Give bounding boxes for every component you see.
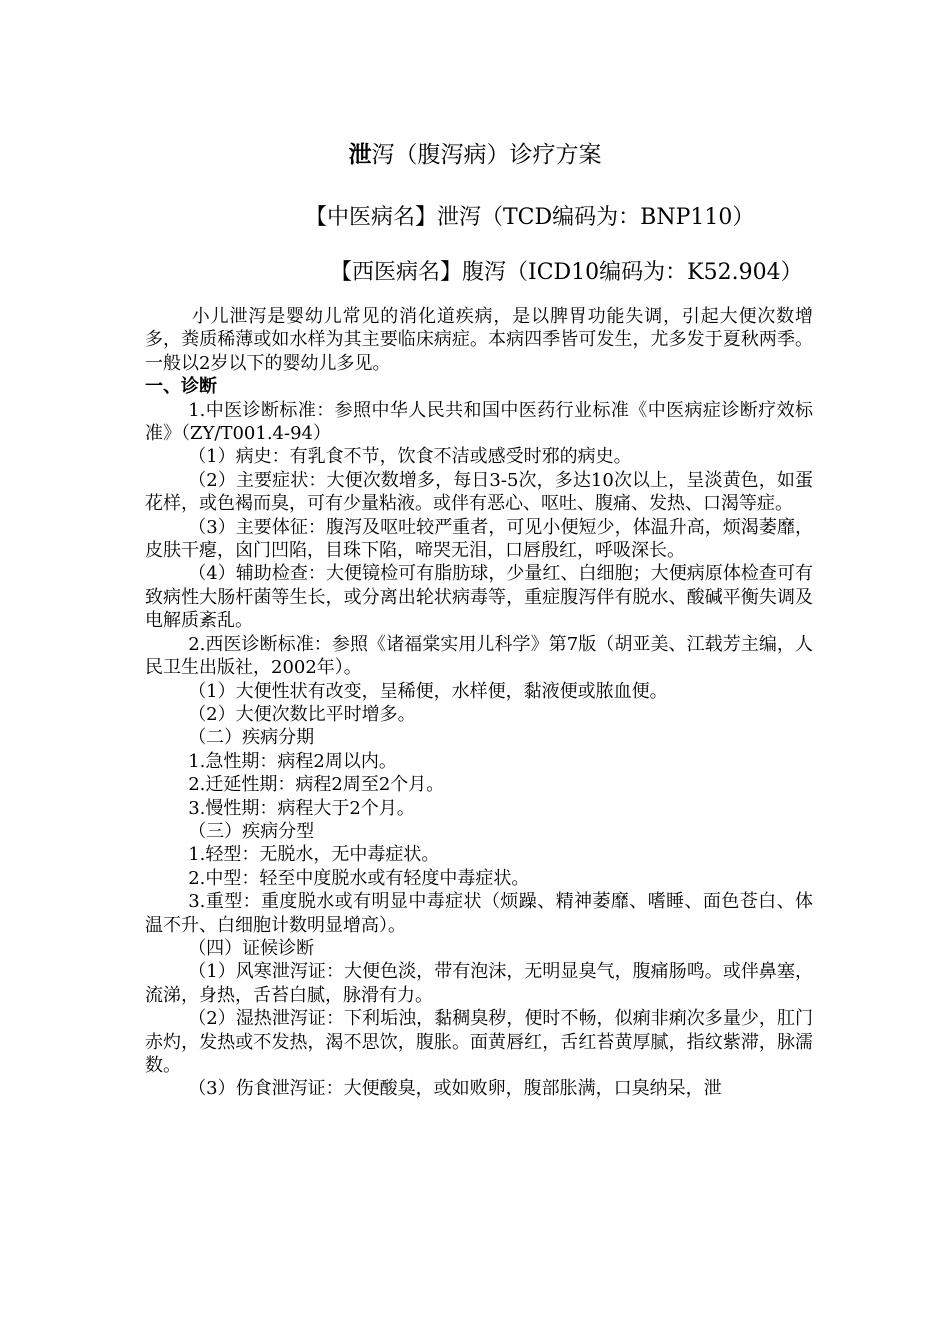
- wm-item: （1）大便性状有改变，呈稀便，水样便，黏液便或脓血便。: [188, 680, 668, 702]
- tcm-criteria-paragraph: 1.中医诊断标准：参照中华人民共和国中医药行业标准《中医病症诊断疗效标准》（ZY/T001.4-94）: [145, 399, 813, 445]
- tcm-item: （1）病史：有乳食不节，饮食不洁或感受时邪的病史。: [188, 446, 632, 468]
- tcm-item: （4）辅助检查：大便镜检可有脂肪球，少量红、白细胞；大便病原体检查可有致病性大肠杆菌等生长，或分离出轮状病毒等，重症腹泻伴有脱水、酸碱平衡失调及电解质紊乱。: [145, 563, 813, 632]
- document-body: [145, 305, 813, 1101]
- intro-paragraph: 小儿泄泻是婴幼儿常见的消化道疾病，是以脾胃功能失调，引起大便次数增多，粪质稀薄或如水样为其主要临床病症。本病四季皆可发生，尤多发于夏秋两季。一般以2岁以下的婴幼儿多见。: [145, 306, 813, 374]
- typing-item: 3.重型：重度脱水或有明显中毒症状（烦躁、精神萎靡、嗜睡、面色苍白、体温不升、白细胞计数明显增高）。: [145, 891, 813, 936]
- wm-item: （2）大便次数比平时增多。: [188, 703, 416, 725]
- syndrome-item: （3）伤食泄泻证：大便酸臭，或如败卵，腹部胀满，口臭纳呆，泄: [188, 1078, 722, 1100]
- section-heading-diagnosis: 一、诊断: [145, 376, 217, 398]
- syndrome-item: （2）湿热泄泻证：下利垢浊，黏稠臭秽，便时不畅，似痢非痢次多量少，肛门赤灼，发热或不发热，渴不思饮，腹胀。面黄唇红，舌红苔黄厚腻，指纹紫滞，脉濡数。: [145, 1008, 813, 1076]
- document-title: [0, 140, 950, 170]
- staging-item: 2.迁延性期：病程2周至2个月。: [188, 774, 445, 796]
- title-first-char: 泄: [348, 141, 372, 168]
- staging-heading: （二）疾病分期: [188, 727, 315, 749]
- typing-heading: （三）疾病分型: [188, 820, 315, 842]
- title-rest: 泻（腹泻病）诊疗方案: [371, 142, 602, 168]
- wm-criteria-paragraph: 2.西医诊断标准：参照《诸福棠实用儿科学》第7版（胡亚美、江载芳主编，人民卫生出版社，2002年）。: [145, 633, 813, 679]
- syndrome-heading: （四）证候诊断: [188, 937, 315, 959]
- staging-item: 3.慢性期：病程大于2个月。: [188, 797, 415, 819]
- syndrome-item: （1）风寒泄泻证：大便色淡，带有泡沫，无明显臭气，腹痛肠鸣。或伴鼻塞，流涕，身热，舌苔白腻，脉滑有力。: [145, 961, 813, 1006]
- typing-item: 1.轻型：无脱水，无中毒症状。: [188, 844, 440, 866]
- tcm-item: （2）主要症状：大便次数增多，每日3-5次，多达10次以上，呈淡黄色，如蛋花样，或色褐而臭，可有少量粘液。或伴有恶心、呕吐、腹痛、发热、口渴等症。: [145, 469, 813, 515]
- tcm-item: （3）主要体征：腹泻及呕吐较严重者，可见小便短少，体温升高，烦渴萎靡，皮肤干瘪，囟门凹陷，目珠下陷，啼哭无泪，口唇殷红，呼吸深长。: [145, 516, 813, 562]
- typing-item: 2.中型：轻至中度脱水或有轻度中毒症状。: [188, 867, 530, 889]
- staging-item: 1.急性期：病程2周以内。: [188, 750, 397, 772]
- wm-disease-name: 【西医病名】腹泻（ICD10编码为：K52.904）: [330, 260, 803, 285]
- tcm-disease-name: 【中医病名】泄泻（TCD编码为：BNP110）: [305, 205, 755, 230]
